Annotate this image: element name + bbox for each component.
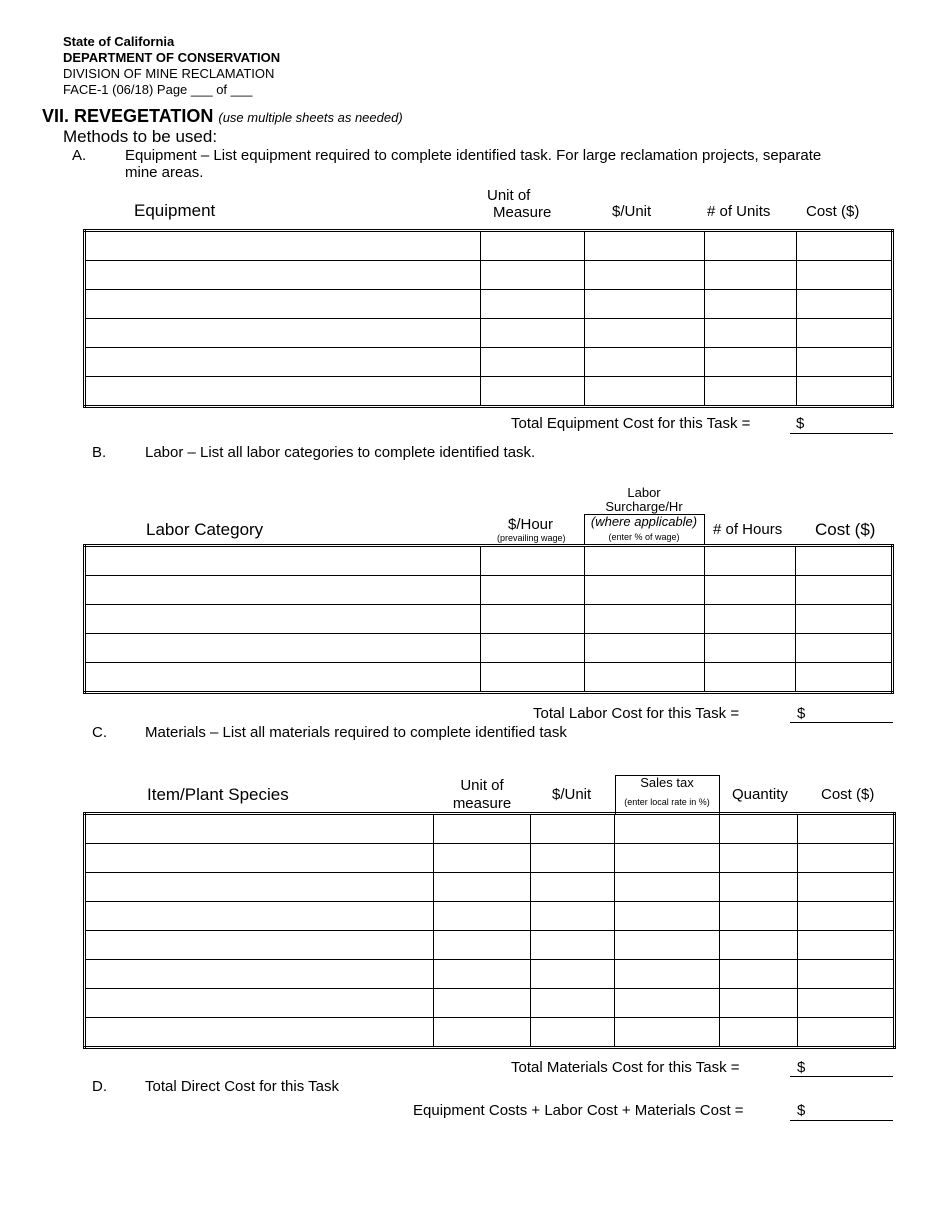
item-cell[interactable] bbox=[85, 931, 434, 960]
materials-total-label: Total Materials Cost for this Task = bbox=[511, 1059, 740, 1076]
header-department: DEPARTMENT OF CONSERVATION bbox=[63, 50, 281, 65]
tax-cell[interactable] bbox=[615, 989, 720, 1018]
cost-cell[interactable] bbox=[797, 348, 893, 377]
equipment-cell[interactable] bbox=[85, 261, 481, 290]
cost-cell[interactable] bbox=[798, 902, 895, 931]
labor-category-cell[interactable] bbox=[85, 663, 481, 693]
unit-cell[interactable] bbox=[481, 290, 585, 319]
table-row bbox=[85, 348, 893, 377]
materials-total-dollar: $ bbox=[797, 1059, 806, 1076]
quantity-cell[interactable] bbox=[720, 902, 798, 931]
units-cell[interactable] bbox=[705, 231, 797, 261]
direct-total-dollar: $ bbox=[797, 1102, 806, 1119]
item-cell[interactable] bbox=[85, 873, 434, 902]
table-row bbox=[85, 960, 895, 989]
labor-col-hours: # of Hours bbox=[713, 521, 783, 538]
tax-cell[interactable] bbox=[615, 844, 720, 873]
quantity-cell[interactable] bbox=[720, 1018, 798, 1048]
unit-cell[interactable] bbox=[434, 1018, 531, 1048]
per-unit-cell[interactable] bbox=[531, 844, 615, 873]
cost-cell[interactable] bbox=[798, 844, 895, 873]
equipment-desc-line2: mine areas. bbox=[125, 164, 204, 181]
header-state: State of California bbox=[63, 34, 175, 49]
per-unit-cell[interactable] bbox=[585, 231, 705, 261]
equipment-table bbox=[83, 229, 894, 408]
labor-category-cell[interactable] bbox=[85, 634, 481, 663]
units-cell[interactable] bbox=[705, 261, 797, 290]
equipment-cell[interactable] bbox=[85, 231, 481, 261]
direct-total-field[interactable] bbox=[790, 1120, 893, 1121]
labor-desc: Labor – List all labor categories to complete identified task. bbox=[145, 444, 536, 461]
equipment-total-dollar: $ bbox=[796, 415, 805, 432]
cost-cell[interactable] bbox=[797, 231, 893, 261]
cost-cell[interactable] bbox=[796, 576, 893, 605]
table-row bbox=[85, 931, 895, 960]
item-cell[interactable] bbox=[85, 902, 434, 931]
cost-cell[interactable] bbox=[796, 663, 893, 693]
cost-cell[interactable] bbox=[798, 873, 895, 902]
section-note: (use multiple sheets as needed) bbox=[218, 110, 403, 125]
labor-col-hour-sub: (prevailing wage) bbox=[497, 533, 566, 543]
cost-cell[interactable] bbox=[798, 960, 895, 989]
per-unit-cell[interactable] bbox=[531, 989, 615, 1018]
cost-cell[interactable] bbox=[796, 605, 893, 634]
table-row bbox=[85, 873, 895, 902]
per-unit-cell[interactable] bbox=[585, 261, 705, 290]
cost-cell[interactable] bbox=[798, 1018, 895, 1048]
materials-col-unit-2: measure bbox=[452, 795, 512, 812]
hours-cell[interactable] bbox=[705, 634, 796, 663]
table-row bbox=[85, 814, 895, 844]
table-row bbox=[85, 319, 893, 348]
units-cell[interactable] bbox=[705, 377, 797, 407]
labor-total-dollar: $ bbox=[797, 705, 806, 722]
equipment-desc-line1: Equipment – List equipment required to complete identified task. For large reclamation projects, separate bbox=[125, 147, 822, 164]
table-row bbox=[85, 576, 893, 605]
direct-formula-label: Equipment Costs + Labor Cost + Materials Cost = bbox=[413, 1102, 744, 1119]
unit-cell[interactable] bbox=[434, 873, 531, 902]
tax-cell[interactable] bbox=[615, 814, 720, 844]
table-row bbox=[85, 546, 893, 576]
unit-cell[interactable] bbox=[481, 348, 585, 377]
units-cell[interactable] bbox=[705, 319, 797, 348]
table-row bbox=[85, 231, 893, 261]
units-cell[interactable] bbox=[705, 290, 797, 319]
per-unit-cell[interactable] bbox=[585, 377, 705, 407]
per-unit-cell[interactable] bbox=[585, 348, 705, 377]
equipment-letter: A. bbox=[72, 147, 87, 164]
labor-col-surcharge-2: Surcharge/Hr bbox=[605, 499, 683, 514]
table-row bbox=[85, 261, 893, 290]
cost-cell[interactable] bbox=[797, 319, 893, 348]
labor-category-cell[interactable] bbox=[85, 576, 481, 605]
equipment-cell[interactable] bbox=[85, 290, 481, 319]
unit-cell[interactable] bbox=[481, 261, 585, 290]
hour-cell[interactable] bbox=[481, 605, 585, 634]
hours-cell[interactable] bbox=[705, 663, 796, 693]
surcharge-cell[interactable] bbox=[585, 663, 705, 693]
item-cell[interactable] bbox=[85, 989, 434, 1018]
quantity-cell[interactable] bbox=[720, 960, 798, 989]
per-unit-cell[interactable] bbox=[531, 902, 615, 931]
section-title bbox=[42, 106, 403, 127]
unit-cell[interactable] bbox=[481, 231, 585, 261]
labor-col-cost: Cost ($) bbox=[815, 520, 876, 539]
equipment-col-cost: Cost ($) bbox=[806, 203, 860, 220]
labor-letter: B. bbox=[92, 444, 107, 461]
labor-table bbox=[83, 544, 894, 694]
hour-cell[interactable] bbox=[481, 576, 585, 605]
equipment-col-unit-2: Measure bbox=[493, 204, 552, 221]
direct-desc: Total Direct Cost for this Task bbox=[145, 1078, 339, 1095]
tax-cell[interactable] bbox=[615, 931, 720, 960]
hour-cell[interactable] bbox=[481, 634, 585, 663]
labor-category-cell[interactable] bbox=[85, 546, 481, 576]
hours-cell[interactable] bbox=[705, 546, 796, 576]
materials-col-tax-1: Sales tax bbox=[640, 775, 694, 790]
table-row bbox=[85, 1018, 895, 1048]
labor-col-surcharge-3: (where applicable) bbox=[590, 514, 698, 529]
unit-cell[interactable] bbox=[434, 989, 531, 1018]
quantity-cell[interactable] bbox=[720, 814, 798, 844]
cost-cell[interactable] bbox=[798, 814, 895, 844]
materials-col-tax-2: (enter local rate in %) bbox=[624, 797, 710, 807]
quantity-cell[interactable] bbox=[720, 873, 798, 902]
materials-total-field[interactable] bbox=[790, 1076, 893, 1077]
table-row bbox=[85, 844, 895, 873]
per-unit-cell[interactable] bbox=[531, 1018, 615, 1048]
cost-cell[interactable] bbox=[797, 377, 893, 407]
tax-cell[interactable] bbox=[615, 902, 720, 931]
section-title-text: VII. REVEGETATION bbox=[42, 106, 214, 126]
equipment-col-unit-1: Unit of bbox=[487, 187, 531, 204]
per-unit-cell[interactable] bbox=[531, 931, 615, 960]
labor-category-cell[interactable] bbox=[85, 605, 481, 634]
hours-cell[interactable] bbox=[705, 576, 796, 605]
per-unit-cell[interactable] bbox=[531, 814, 615, 844]
table-row bbox=[85, 377, 893, 407]
cost-cell[interactable] bbox=[798, 989, 895, 1018]
equipment-cell[interactable] bbox=[85, 319, 481, 348]
unit-cell[interactable] bbox=[434, 902, 531, 931]
materials-col-cost: Cost ($) bbox=[821, 786, 875, 803]
item-cell[interactable] bbox=[85, 1018, 434, 1048]
materials-letter: C. bbox=[92, 724, 107, 741]
hour-cell[interactable] bbox=[481, 546, 585, 576]
equipment-total-label: Total Equipment Cost for this Task = bbox=[511, 415, 751, 432]
item-cell[interactable] bbox=[85, 844, 434, 873]
surcharge-cell[interactable] bbox=[585, 576, 705, 605]
cost-cell[interactable] bbox=[797, 261, 893, 290]
unit-cell[interactable] bbox=[434, 844, 531, 873]
table-row bbox=[85, 902, 895, 931]
tax-cell[interactable] bbox=[615, 960, 720, 989]
materials-table bbox=[83, 812, 896, 1049]
unit-cell[interactable] bbox=[434, 960, 531, 989]
hours-cell[interactable] bbox=[705, 605, 796, 634]
materials-col-per-unit: $/Unit bbox=[552, 786, 592, 803]
equipment-col-per-unit: $/Unit bbox=[612, 203, 652, 220]
units-cell[interactable] bbox=[705, 348, 797, 377]
materials-col-unit-1: Unit of bbox=[460, 777, 504, 794]
direct-letter: D. bbox=[92, 1078, 107, 1095]
item-cell[interactable] bbox=[85, 960, 434, 989]
labor-col-hour: $/Hour bbox=[508, 516, 554, 533]
unit-cell[interactable] bbox=[434, 931, 531, 960]
cost-cell[interactable] bbox=[796, 546, 893, 576]
labor-col-surcharge-4: (enter % of wage) bbox=[608, 532, 680, 542]
item-cell[interactable] bbox=[85, 814, 434, 844]
section-subtitle: Methods to be used: bbox=[63, 127, 218, 146]
cost-cell[interactable] bbox=[797, 290, 893, 319]
tax-cell[interactable] bbox=[615, 873, 720, 902]
hour-cell[interactable] bbox=[481, 663, 585, 693]
tax-cell[interactable] bbox=[615, 1018, 720, 1048]
cost-cell[interactable] bbox=[798, 931, 895, 960]
unit-cell[interactable] bbox=[481, 377, 585, 407]
equipment-cell[interactable] bbox=[85, 377, 481, 407]
equipment-total-field[interactable] bbox=[790, 433, 893, 434]
surcharge-cell[interactable] bbox=[585, 634, 705, 663]
materials-col-quantity: Quantity bbox=[732, 786, 788, 803]
equipment-col-units: # of Units bbox=[707, 203, 771, 220]
table-row bbox=[85, 634, 893, 663]
per-unit-cell[interactable] bbox=[585, 319, 705, 348]
equipment-col-equipment: Equipment bbox=[134, 201, 216, 220]
quantity-cell[interactable] bbox=[720, 931, 798, 960]
header-division: DIVISION OF MINE RECLAMATION bbox=[63, 66, 275, 81]
surcharge-cell[interactable] bbox=[585, 546, 705, 576]
cost-cell[interactable] bbox=[796, 634, 893, 663]
per-unit-cell[interactable] bbox=[585, 290, 705, 319]
unit-cell[interactable] bbox=[481, 319, 585, 348]
materials-desc: Materials – List all materials required to complete identified task bbox=[145, 724, 567, 741]
per-unit-cell[interactable] bbox=[531, 960, 615, 989]
unit-cell[interactable] bbox=[434, 814, 531, 844]
header-form-id: FACE-1 (06/18) Page ___ of ___ bbox=[63, 82, 253, 97]
table-row bbox=[85, 290, 893, 319]
table-row bbox=[85, 989, 895, 1018]
labor-total-field[interactable] bbox=[790, 722, 893, 723]
equipment-cell[interactable] bbox=[85, 348, 481, 377]
labor-col-surcharge-1: Labor bbox=[627, 485, 661, 500]
per-unit-cell[interactable] bbox=[531, 873, 615, 902]
materials-col-item: Item/Plant Species bbox=[147, 785, 289, 804]
labor-total-label: Total Labor Cost for this Task = bbox=[533, 705, 740, 722]
table-row bbox=[85, 663, 893, 693]
table-row bbox=[85, 605, 893, 634]
labor-col-category: Labor Category bbox=[146, 520, 264, 539]
surcharge-cell[interactable] bbox=[585, 605, 705, 634]
quantity-cell[interactable] bbox=[720, 989, 798, 1018]
quantity-cell[interactable] bbox=[720, 844, 798, 873]
